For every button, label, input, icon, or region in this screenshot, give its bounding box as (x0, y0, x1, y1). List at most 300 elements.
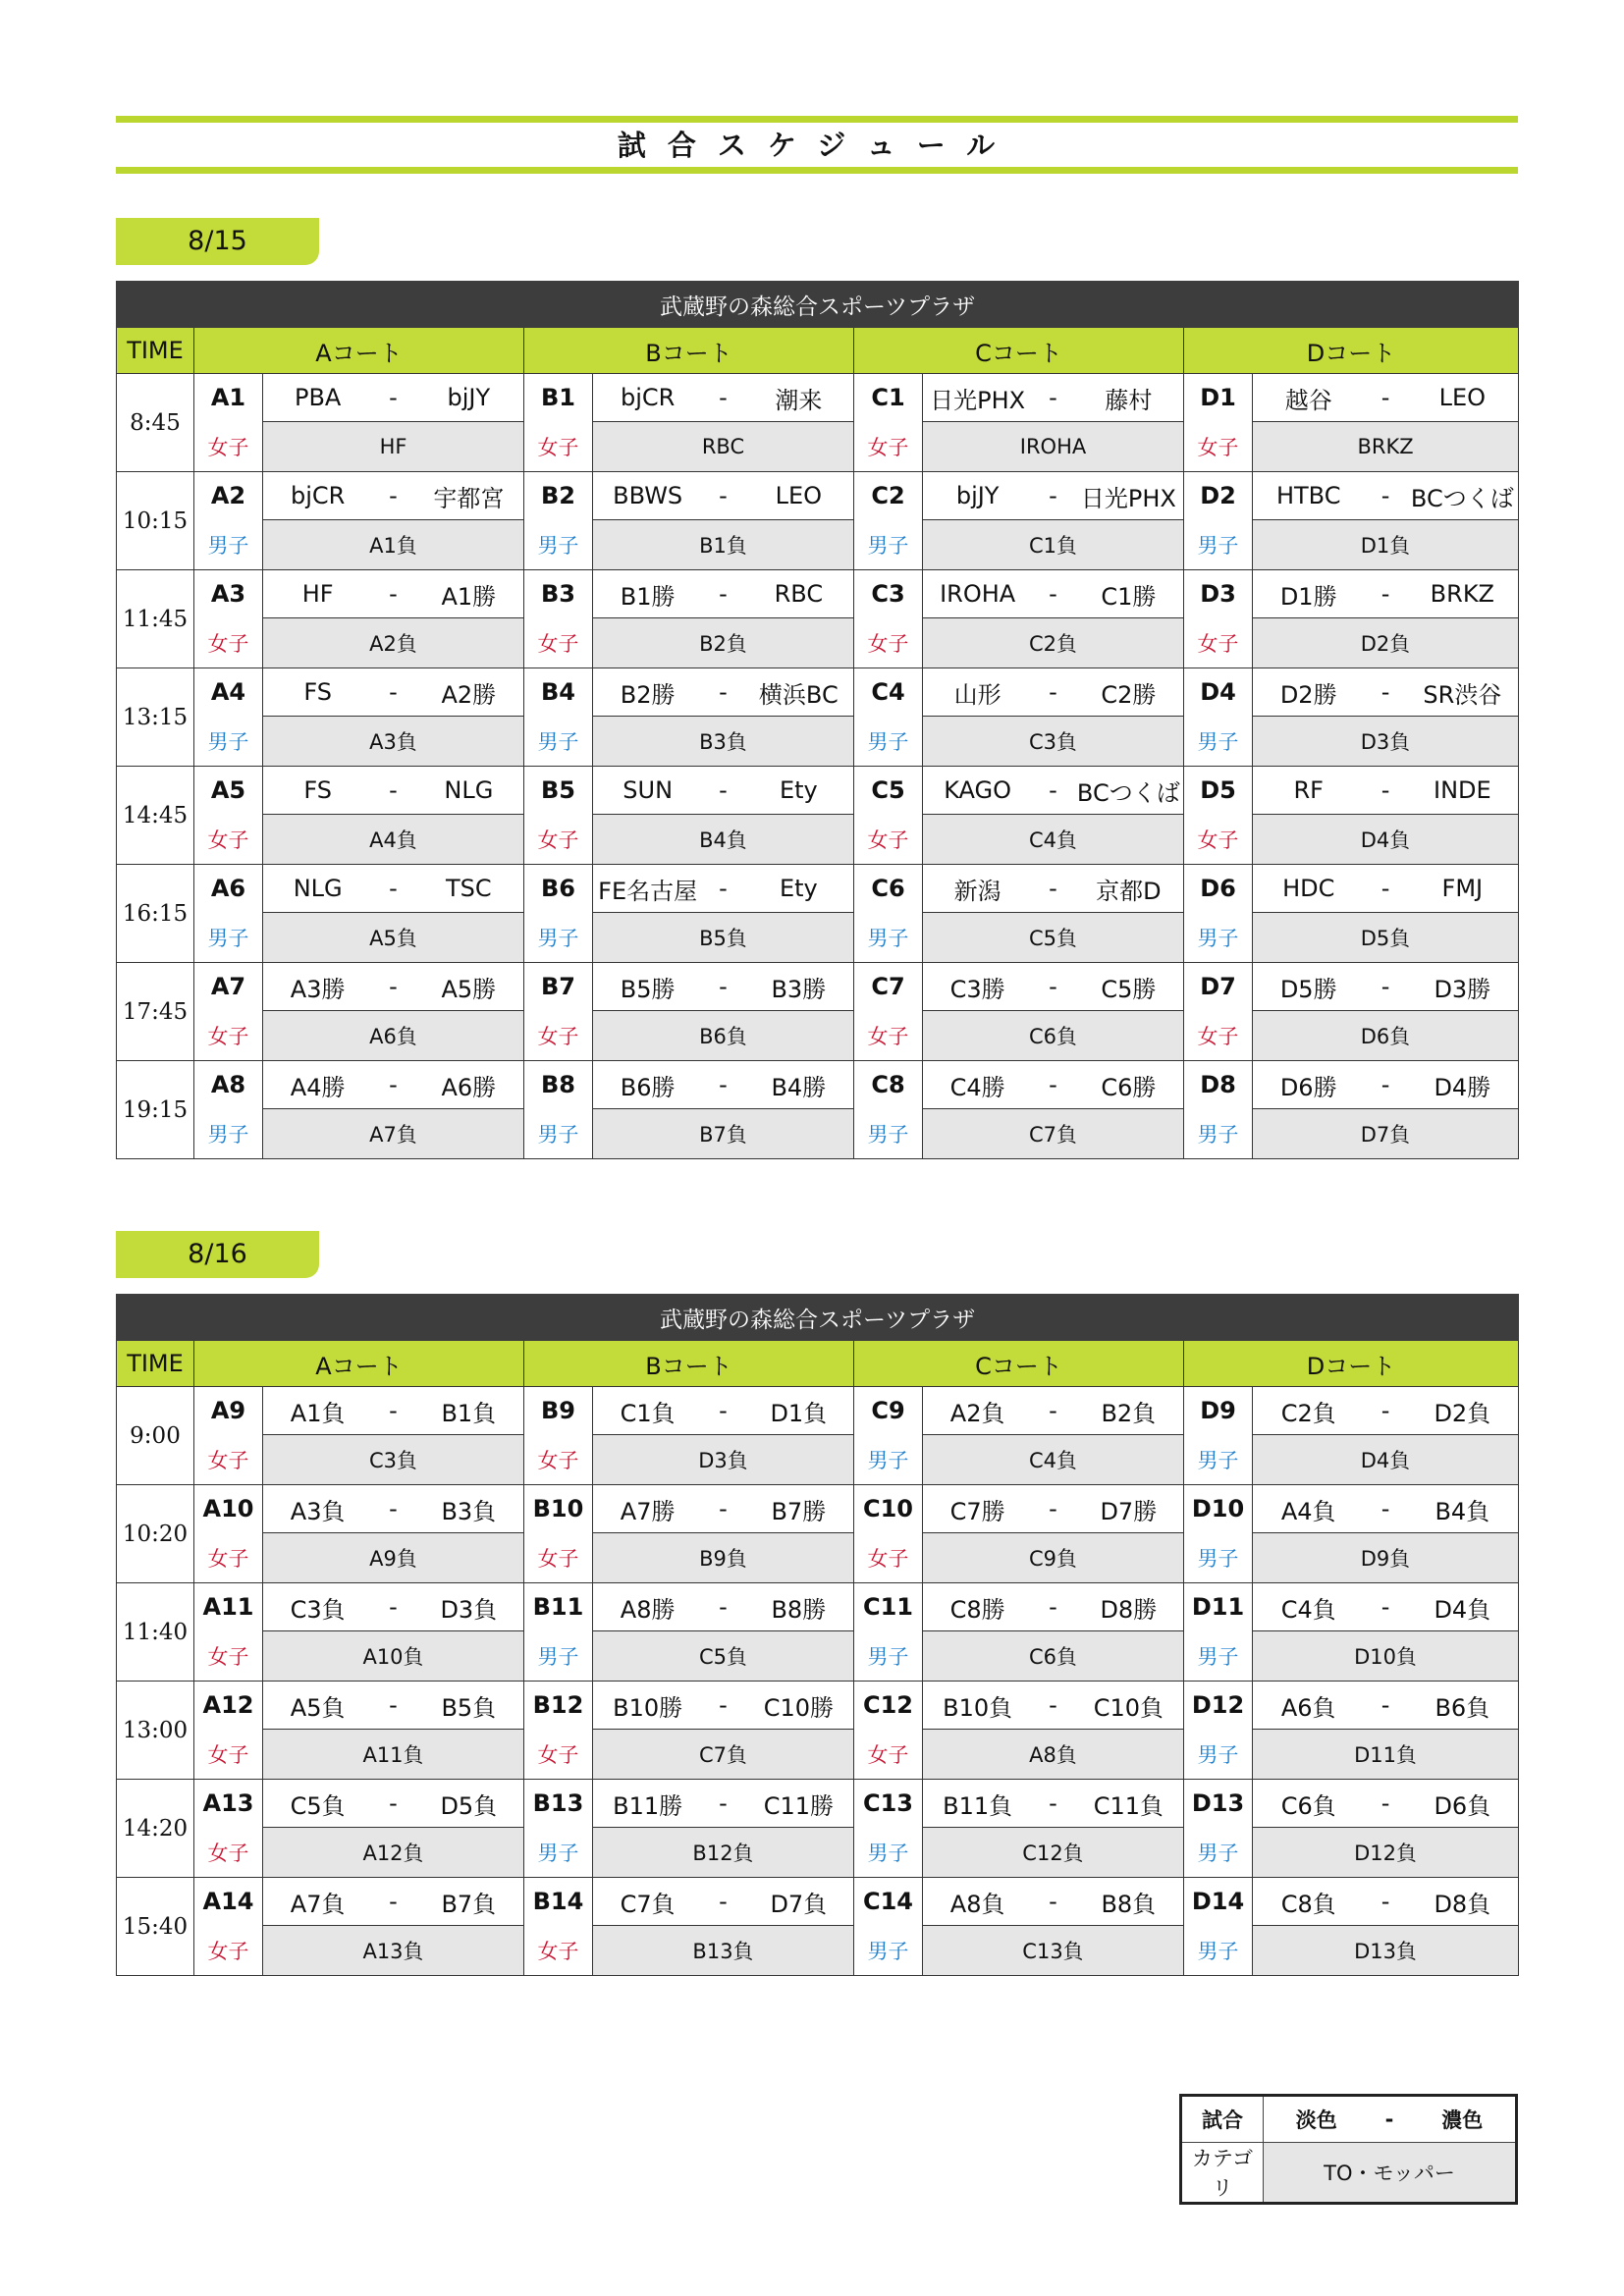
slot-time: 14:45 (117, 767, 194, 865)
slot-time: 15:40 (117, 1878, 194, 1976)
away-team: RBC (774, 580, 824, 608)
table-official: A13負 (263, 1926, 524, 1976)
vs-separator: - (1049, 1071, 1057, 1098)
game-matchup (593, 374, 854, 422)
game-matchup (593, 1583, 854, 1631)
slot-row (117, 472, 1519, 520)
vs-separator: - (719, 678, 728, 706)
legend-away: 濃色 (1441, 2109, 1484, 2132)
game-matchup (263, 865, 524, 913)
game-matchup (1253, 767, 1519, 815)
game-category: 女子 (524, 815, 593, 865)
game-matchup (263, 668, 524, 717)
game-code: B7 (524, 963, 593, 1011)
game-code: B11 (524, 1583, 593, 1631)
table-official: D5負 (1253, 913, 1519, 963)
away-team: Ety (779, 875, 818, 902)
home-team: A7勝 (620, 1497, 676, 1525)
away-team: B7負 (441, 1890, 497, 1918)
game-code: D14 (1184, 1878, 1253, 1926)
away-team: D8勝 (1100, 1595, 1158, 1624)
slot-row-sub (117, 913, 1519, 963)
game-code: A6 (194, 865, 263, 913)
table-official: D2負 (1253, 618, 1519, 668)
away-team: LEO (1438, 384, 1487, 411)
game-matchup (593, 1878, 854, 1926)
slot-row-sub (117, 1109, 1519, 1159)
game-code: C14 (854, 1878, 923, 1926)
table-official: BRKZ (1253, 422, 1519, 472)
vs-separator: - (1049, 678, 1057, 706)
vs-separator: - (389, 875, 398, 902)
vs-separator: - (1049, 384, 1057, 411)
away-team: C6勝 (1101, 1073, 1157, 1101)
game-code: A7 (194, 963, 263, 1011)
away-team: D7負 (770, 1890, 828, 1918)
away-team: C10勝 (763, 1693, 834, 1722)
slot-time: 10:15 (117, 472, 194, 570)
game-category: 女子 (854, 1533, 923, 1583)
home-team: A1負 (290, 1399, 346, 1427)
vs-separator: - (719, 1071, 728, 1098)
away-team: 宇都宮 (433, 484, 505, 512)
home-team: B11負 (943, 1791, 1013, 1820)
table-official: B3負 (593, 717, 854, 767)
game-category: 女子 (194, 1435, 263, 1485)
table-official: A4負 (263, 815, 524, 865)
venue-name: 武蔵野の森総合スポーツプラザ (117, 1295, 1519, 1341)
game-category: 女子 (524, 1533, 593, 1583)
game-matchup (1253, 1682, 1519, 1730)
schedule-table (116, 281, 1519, 1159)
court-header: Cコート (854, 1341, 1184, 1387)
vs-separator: - (719, 1888, 728, 1915)
vs-separator: - (389, 1691, 398, 1719)
home-team: B11勝 (613, 1791, 683, 1820)
vs-separator: - (1049, 973, 1057, 1000)
home-team: FE名古屋 (598, 877, 698, 905)
vs-separator: - (1380, 678, 1390, 706)
game-matchup (923, 1387, 1184, 1435)
slot-time: 13:00 (117, 1682, 194, 1780)
vs-separator: - (719, 384, 728, 411)
away-team: SR渋谷 (1423, 680, 1502, 709)
slot-row (117, 865, 1519, 913)
game-code: C10 (854, 1485, 923, 1533)
game-matchup (923, 1583, 1184, 1631)
game-matchup (263, 963, 524, 1011)
slot-time: 11:45 (117, 570, 194, 668)
vs-separator: - (1049, 1495, 1057, 1522)
home-team: HTBC (1275, 482, 1341, 509)
away-team: INDE (1433, 776, 1491, 804)
game-category: 男子 (854, 717, 923, 767)
game-code: B12 (524, 1682, 593, 1730)
legend-category-label: カテゴリ (1181, 2143, 1264, 2204)
home-team: D2勝 (1279, 680, 1337, 709)
game-code: D2 (1184, 472, 1253, 520)
day2-date-tab: 8/16 (116, 1231, 319, 1278)
home-team: PBA (294, 384, 342, 411)
vs-separator: - (1380, 973, 1390, 1000)
slot-time: 19:15 (117, 1061, 194, 1159)
game-category: 男子 (1184, 1631, 1253, 1682)
game-matchup (263, 1061, 524, 1109)
vs-separator: - (389, 1397, 398, 1424)
game-matchup (263, 767, 524, 815)
court-header: Bコート (524, 328, 854, 374)
game-category: 女子 (194, 422, 263, 472)
vs-separator: - (389, 1593, 398, 1621)
game-code: D8 (1184, 1061, 1253, 1109)
game-category: 女子 (854, 618, 923, 668)
table-official: C4負 (923, 1435, 1184, 1485)
game-category: 男子 (1184, 1926, 1253, 1976)
table-official: A7負 (263, 1109, 524, 1159)
court-header: Bコート (524, 1341, 854, 1387)
game-category: 女子 (1184, 422, 1253, 472)
game-category: 男子 (1184, 1435, 1253, 1485)
away-team: B4負 (1435, 1497, 1490, 1525)
away-team: B5負 (441, 1693, 497, 1722)
table-official: B2負 (593, 618, 854, 668)
vs-separator: - (1049, 1888, 1057, 1915)
away-team: B2負 (1101, 1399, 1157, 1427)
court-header: Aコート (194, 328, 524, 374)
game-matchup (263, 1583, 524, 1631)
table-official: C7負 (593, 1730, 854, 1780)
game-code: B2 (524, 472, 593, 520)
day2-schedule (116, 1294, 1518, 1976)
home-team: C8負 (1280, 1890, 1336, 1918)
game-category: 男子 (854, 1109, 923, 1159)
table-official: B13負 (593, 1926, 854, 1976)
game-code: B4 (524, 668, 593, 717)
game-matchup (1253, 374, 1519, 422)
game-matchup (1253, 570, 1519, 618)
home-team: A5負 (290, 1693, 346, 1722)
away-team: A6勝 (441, 1073, 497, 1101)
game-code: D7 (1184, 963, 1253, 1011)
away-team: C11勝 (763, 1791, 834, 1820)
vs-separator: - (1380, 1789, 1390, 1817)
vs-separator: - (719, 1593, 728, 1621)
game-category: 男子 (854, 1926, 923, 1976)
away-team: B3勝 (771, 975, 827, 1003)
game-code: B13 (524, 1780, 593, 1828)
home-team: SUN (623, 776, 674, 804)
away-team: Ety (779, 776, 818, 804)
game-category: 女子 (194, 1533, 263, 1583)
away-team: D6負 (1434, 1791, 1491, 1820)
table-official: C3負 (263, 1435, 524, 1485)
game-matchup (263, 1878, 524, 1926)
home-team: D5勝 (1279, 975, 1337, 1003)
away-team: 藤村 (1105, 386, 1153, 414)
slot-row (117, 963, 1519, 1011)
home-team: RF (1293, 776, 1324, 804)
away-team: 潮来 (775, 386, 823, 414)
table-official: B9負 (593, 1533, 854, 1583)
away-team: D4勝 (1434, 1073, 1491, 1101)
game-matchup (593, 668, 854, 717)
home-team: 新潟 (953, 877, 1001, 905)
table-official: B12負 (593, 1828, 854, 1878)
away-team: B4勝 (771, 1073, 827, 1101)
vs-separator: - (719, 580, 728, 608)
game-code: D4 (1184, 668, 1253, 717)
game-category: 女子 (194, 1730, 263, 1780)
slot-row (117, 1682, 1519, 1730)
vs-separator: - (719, 482, 728, 509)
game-category: 女子 (194, 1926, 263, 1976)
game-matchup (923, 865, 1184, 913)
away-team: A1勝 (441, 582, 497, 611)
vs-separator: - (719, 1397, 728, 1424)
vs-separator: - (1049, 580, 1057, 608)
away-team: B7勝 (771, 1497, 827, 1525)
game-code: D1 (1184, 374, 1253, 422)
game-category: 男子 (854, 520, 923, 570)
table-official: A6負 (263, 1011, 524, 1061)
away-team: D4負 (1434, 1595, 1491, 1624)
vs-separator: - (389, 1789, 398, 1817)
away-team: D5負 (440, 1791, 498, 1820)
game-category: 女子 (1184, 1011, 1253, 1061)
slot-row-sub (117, 1533, 1519, 1583)
table-official: IROHA (923, 422, 1184, 472)
table-official: D13負 (1253, 1926, 1519, 1976)
home-team: B10勝 (613, 1693, 683, 1722)
game-code: B8 (524, 1061, 593, 1109)
slot-row (117, 570, 1519, 618)
game-matchup (263, 1682, 524, 1730)
home-team: bjJY (955, 482, 1000, 509)
game-category: 女子 (194, 618, 263, 668)
home-team: KAGO (944, 776, 1012, 804)
title-rule-bottom (116, 167, 1518, 174)
game-code: C13 (854, 1780, 923, 1828)
home-team: A4負 (1280, 1497, 1336, 1525)
away-team: D8負 (1434, 1890, 1491, 1918)
away-team: 日光PHX (1080, 484, 1176, 512)
game-matchup (593, 1682, 854, 1730)
vs-separator: - (389, 384, 398, 411)
away-team: D3勝 (1434, 975, 1491, 1003)
slot-time: 16:15 (117, 865, 194, 963)
table-official: D3負 (1253, 717, 1519, 767)
home-team: C3勝 (949, 975, 1005, 1003)
game-code: B3 (524, 570, 593, 618)
table-official: C4負 (923, 815, 1184, 865)
home-team: A6負 (1280, 1693, 1336, 1722)
table-official: C7負 (923, 1109, 1184, 1159)
table-official: C12負 (923, 1828, 1184, 1878)
vs-separator: - (1049, 1593, 1057, 1621)
home-team: B5勝 (620, 975, 676, 1003)
slot-row (117, 1878, 1519, 1926)
game-matchup (923, 1061, 1184, 1109)
game-matchup (1253, 1387, 1519, 1435)
vs-separator: - (1380, 875, 1390, 902)
slot-time: 13:15 (117, 668, 194, 767)
game-code: A3 (194, 570, 263, 618)
game-code: A9 (194, 1387, 263, 1435)
table-official: B6負 (593, 1011, 854, 1061)
home-team: bjCR (290, 482, 346, 509)
game-matchup (593, 1780, 854, 1828)
page-title: 試合スケジュール (617, 129, 1017, 162)
home-team: 越谷 (1284, 386, 1332, 414)
table-official: D9負 (1253, 1533, 1519, 1583)
vs-separator: - (1380, 1888, 1390, 1915)
home-team: 山形 (953, 680, 1001, 709)
game-code: C5 (854, 767, 923, 815)
legend-match-teams (1264, 2096, 1517, 2143)
table-official: A12負 (263, 1828, 524, 1878)
game-matchup (923, 767, 1184, 815)
home-team: HF (301, 580, 334, 608)
game-category: 女子 (854, 1011, 923, 1061)
game-matchup (593, 767, 854, 815)
vs-separator: - (1380, 580, 1390, 608)
home-team: bjCR (620, 384, 676, 411)
table-official: C1負 (923, 520, 1184, 570)
table-official: D10負 (1253, 1631, 1519, 1682)
home-team: 日光PHX (930, 386, 1026, 414)
home-team: A7負 (290, 1890, 346, 1918)
game-code: C8 (854, 1061, 923, 1109)
game-category: 男子 (524, 520, 593, 570)
vs-separator: - (389, 1071, 398, 1098)
game-category: 男子 (524, 1631, 593, 1682)
slot-row-sub (117, 1011, 1519, 1061)
slot-row (117, 374, 1519, 422)
table-official: A3負 (263, 717, 524, 767)
table-official: B4負 (593, 815, 854, 865)
slot-time: 11:40 (117, 1583, 194, 1682)
table-official: A10負 (263, 1631, 524, 1682)
game-matchup (593, 865, 854, 913)
game-code: A11 (194, 1583, 263, 1631)
home-team: B2勝 (620, 680, 676, 709)
vs-separator: - (1380, 1593, 1390, 1621)
game-code: C7 (854, 963, 923, 1011)
game-code: B1 (524, 374, 593, 422)
slot-row-sub (117, 422, 1519, 472)
slot-time: 17:45 (117, 963, 194, 1061)
game-category: 女子 (1184, 618, 1253, 668)
game-matchup (923, 374, 1184, 422)
slot-row-sub (117, 1730, 1519, 1780)
game-code: C3 (854, 570, 923, 618)
vs-separator: - (719, 776, 728, 804)
away-team: C1勝 (1101, 582, 1157, 611)
game-category: 女子 (854, 422, 923, 472)
game-category: 女子 (524, 1011, 593, 1061)
game-code: D10 (1184, 1485, 1253, 1533)
table-official: A2負 (263, 618, 524, 668)
table-official: D12負 (1253, 1828, 1519, 1878)
away-team: BRKZ (1430, 580, 1494, 608)
game-matchup (1253, 1485, 1519, 1533)
vs-separator: - (719, 973, 728, 1000)
game-code: A4 (194, 668, 263, 717)
game-matchup (263, 472, 524, 520)
home-team: HDC (1282, 875, 1335, 902)
game-category: 男子 (854, 913, 923, 963)
home-team: C4勝 (949, 1073, 1005, 1101)
vs-separator: - (389, 580, 398, 608)
game-category: 女子 (194, 1631, 263, 1682)
table-official: C13負 (923, 1926, 1184, 1976)
home-team: A8勝 (620, 1595, 676, 1624)
table-official: D1負 (1253, 520, 1519, 570)
game-category: 男子 (1184, 717, 1253, 767)
away-team: C11負 (1093, 1791, 1164, 1820)
game-category: 男子 (1184, 1730, 1253, 1780)
game-category: 男子 (524, 1109, 593, 1159)
game-matchup (593, 570, 854, 618)
title-rule-top (116, 116, 1518, 123)
game-code: C11 (854, 1583, 923, 1631)
away-team: TSC (446, 875, 492, 902)
home-team: B10負 (943, 1693, 1013, 1722)
away-team: A2勝 (441, 680, 497, 709)
game-matchup (923, 1485, 1184, 1533)
game-code: C6 (854, 865, 923, 913)
table-official: C3負 (923, 717, 1184, 767)
table-official: RBC (593, 422, 854, 472)
game-category: 男子 (194, 913, 263, 963)
table-official: B5負 (593, 913, 854, 963)
game-category: 男子 (854, 1828, 923, 1878)
slot-row-sub (117, 717, 1519, 767)
game-matchup (593, 1061, 854, 1109)
vs-separator: - (389, 776, 398, 804)
vs-separator: - (1049, 482, 1057, 509)
court-header: Dコート (1184, 328, 1519, 374)
game-category: 女子 (854, 815, 923, 865)
page-title-banner (116, 116, 1518, 175)
game-matchup (593, 1387, 854, 1435)
vs-separator: - (719, 875, 728, 902)
legend-table (1179, 2094, 1518, 2205)
game-category: 男子 (1184, 1533, 1253, 1583)
slot-row-sub (117, 520, 1519, 570)
game-code: C4 (854, 668, 923, 717)
game-code: C9 (854, 1387, 923, 1435)
home-team: IROHA (940, 580, 1016, 608)
slot-row (117, 668, 1519, 717)
home-team: C1負 (620, 1399, 676, 1427)
home-team: C2負 (1280, 1399, 1336, 1427)
home-team: B6勝 (620, 1073, 676, 1101)
game-matchup (923, 963, 1184, 1011)
game-matchup (263, 570, 524, 618)
slot-row-sub (117, 1435, 1519, 1485)
game-matchup (1253, 1061, 1519, 1109)
away-team: B8負 (1101, 1890, 1157, 1918)
home-team: C4負 (1280, 1595, 1336, 1624)
away-team: bjJY (447, 384, 491, 411)
home-team: A4勝 (290, 1073, 346, 1101)
day1-schedule (116, 281, 1518, 1159)
game-category: 女子 (524, 618, 593, 668)
table-official: B1負 (593, 520, 854, 570)
home-team: FS (303, 776, 332, 804)
away-team: BCつくば (1410, 484, 1514, 512)
